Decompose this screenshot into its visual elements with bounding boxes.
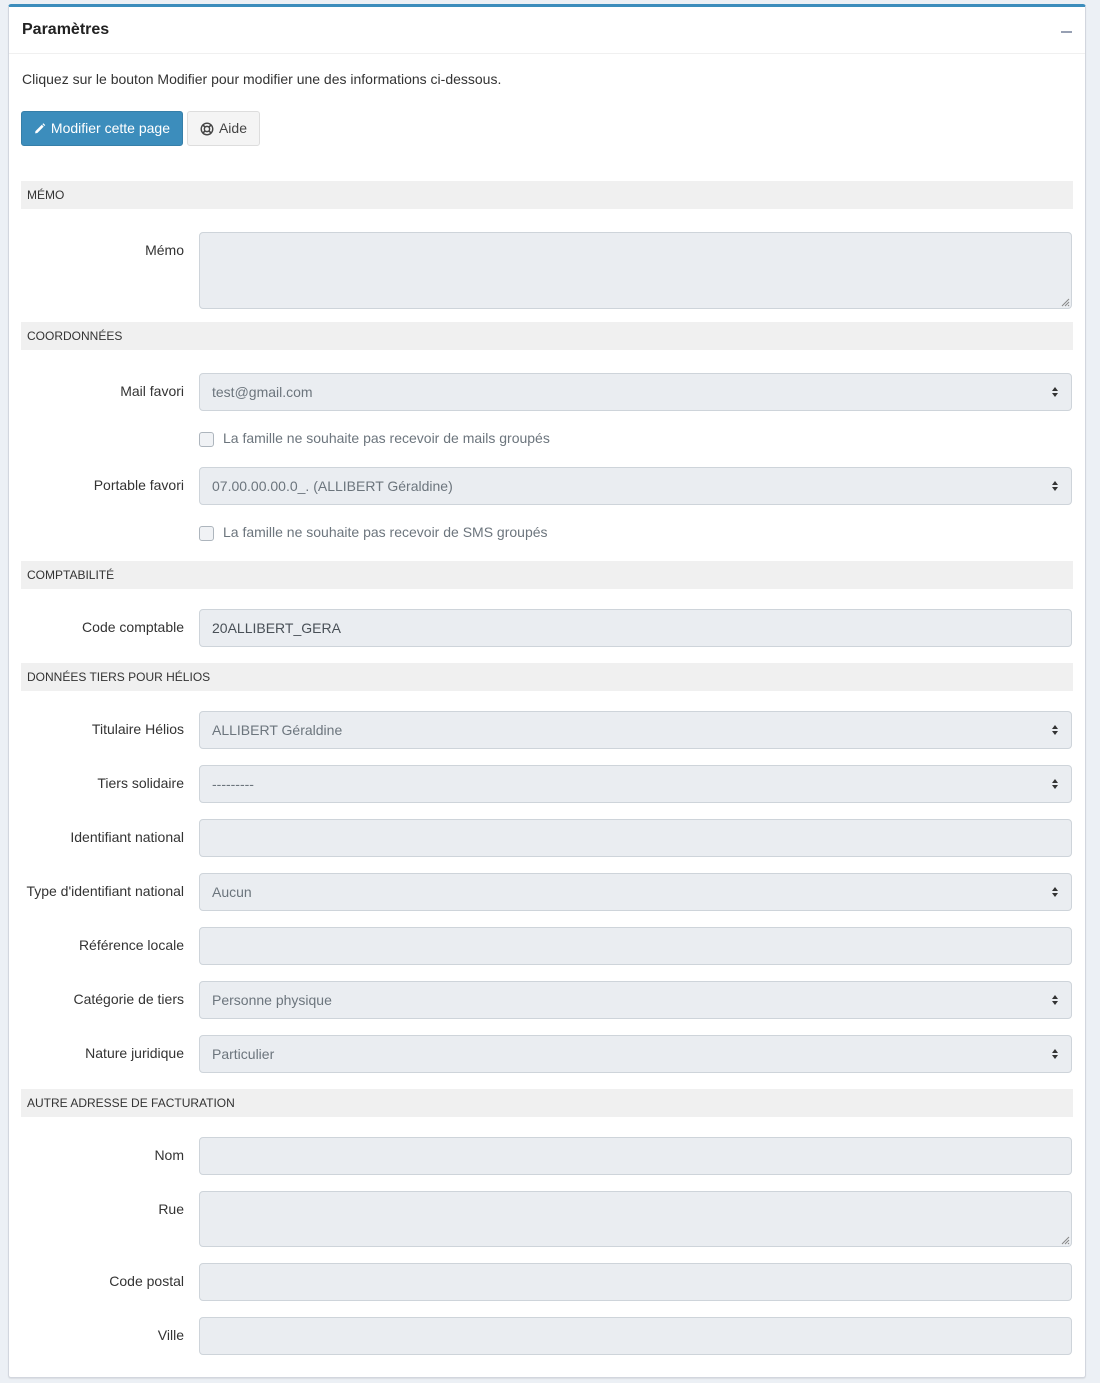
- resize-grip-icon[interactable]: [1060, 1235, 1070, 1245]
- reference-locale-label: Référence locale: [78, 937, 184, 953]
- categorie-tiers-value: Personne physique: [212, 992, 332, 1008]
- type-identifiant-value: Aucun: [212, 884, 252, 900]
- panel-title: Paramètres: [22, 21, 110, 38]
- resize-grip-icon[interactable]: [1060, 297, 1070, 307]
- collapse-icon[interactable]: [1061, 24, 1073, 38]
- type-identifiant-label: Type d'identifiant national: [26, 883, 184, 899]
- section-comptabilite-header: COMPTABILITÉ: [21, 561, 1073, 589]
- mail-opt-out-label: La famille ne souhaite pas recevoir de mails groupés: [223, 430, 550, 446]
- identifiant-national-input[interactable]: [199, 819, 1072, 857]
- nature-juridique-value: Particulier: [212, 1046, 275, 1062]
- section-helios-header: DONNÉES TIERS POUR HÉLIOS: [21, 663, 1073, 691]
- code-comptable-label: Code comptable: [82, 619, 184, 635]
- code-comptable-input[interactable]: [199, 609, 1072, 647]
- mail-opt-out-checkbox[interactable]: [199, 432, 214, 447]
- section-facturation-header: AUTRE ADRESSE DE FACTURATION: [21, 1089, 1073, 1117]
- section-coordonnees-header: COORDONNÉES: [21, 322, 1073, 350]
- select-arrows-icon: [1051, 1048, 1059, 1060]
- type-identifiant-select[interactable]: [199, 873, 1072, 911]
- pencil-icon: [34, 122, 46, 135]
- sms-opt-out-row[interactable]: [199, 522, 548, 542]
- categorie-tiers-label: Catégorie de tiers: [73, 991, 184, 1007]
- select-arrows-icon: [1051, 778, 1059, 790]
- edit-page-label: Modifier cette page: [50, 120, 170, 136]
- select-arrows-icon: [1051, 724, 1059, 736]
- rue-textarea[interactable]: [199, 1191, 1072, 1247]
- titulaire-label: Titulaire Hélios: [91, 721, 184, 737]
- intro-text: Cliquez sur le bouton Modifier pour modifier une des informations ci-dessous.: [22, 71, 502, 87]
- select-arrows-icon: [1051, 886, 1059, 898]
- settings-panel: [8, 4, 1086, 1378]
- rue-label: Rue: [158, 1201, 184, 1217]
- mobile-label: Portable favori: [93, 477, 184, 493]
- nom-input[interactable]: [199, 1137, 1072, 1175]
- nom-label: Nom: [154, 1147, 184, 1163]
- titulaire-value: ALLIBERT Géraldine: [212, 722, 343, 738]
- ville-label: Ville: [157, 1327, 184, 1343]
- select-arrows-icon: [1051, 386, 1059, 398]
- mobile-value: 07.00.00.00.0_. (ALLIBERT Géraldine): [212, 478, 453, 494]
- mobile-select[interactable]: [199, 467, 1072, 505]
- help-button[interactable]: [187, 111, 260, 146]
- lifebuoy-icon: [200, 122, 214, 136]
- tiers-solidaire-label: Tiers solidaire: [97, 775, 184, 791]
- code-comptable-value: 20ALLIBERT_GERA: [212, 620, 341, 636]
- help-label: Aide: [218, 120, 247, 136]
- edit-page-button[interactable]: [21, 111, 183, 146]
- nature-juridique-label: Nature juridique: [85, 1045, 184, 1061]
- select-arrows-icon: [1051, 994, 1059, 1006]
- mail-label: Mail favori: [120, 383, 184, 399]
- code-postal-label: Code postal: [109, 1273, 184, 1289]
- memo-textarea[interactable]: [199, 232, 1072, 309]
- tiers-solidaire-value: ---------: [212, 776, 254, 792]
- mail-opt-out-row[interactable]: [199, 428, 550, 448]
- panel-header: [9, 7, 1085, 54]
- sms-opt-out-label: La famille ne souhaite pas recevoir de SMS groupés: [223, 524, 548, 540]
- reference-locale-input[interactable]: [199, 927, 1072, 965]
- memo-label: Mémo: [145, 242, 184, 258]
- titulaire-select[interactable]: [199, 711, 1072, 749]
- section-memo-header: MÉMO: [21, 181, 1073, 209]
- nature-juridique-select[interactable]: [199, 1035, 1072, 1073]
- select-arrows-icon: [1051, 480, 1059, 492]
- sms-opt-out-checkbox[interactable]: [199, 526, 214, 541]
- identifiant-national-label: Identifiant national: [70, 829, 184, 845]
- ville-input[interactable]: [199, 1317, 1072, 1355]
- mail-select[interactable]: [199, 373, 1072, 411]
- code-postal-input[interactable]: [199, 1263, 1072, 1301]
- tiers-solidaire-select[interactable]: [199, 765, 1072, 803]
- mail-value: test@gmail.com: [212, 384, 313, 400]
- categorie-tiers-select[interactable]: [199, 981, 1072, 1019]
